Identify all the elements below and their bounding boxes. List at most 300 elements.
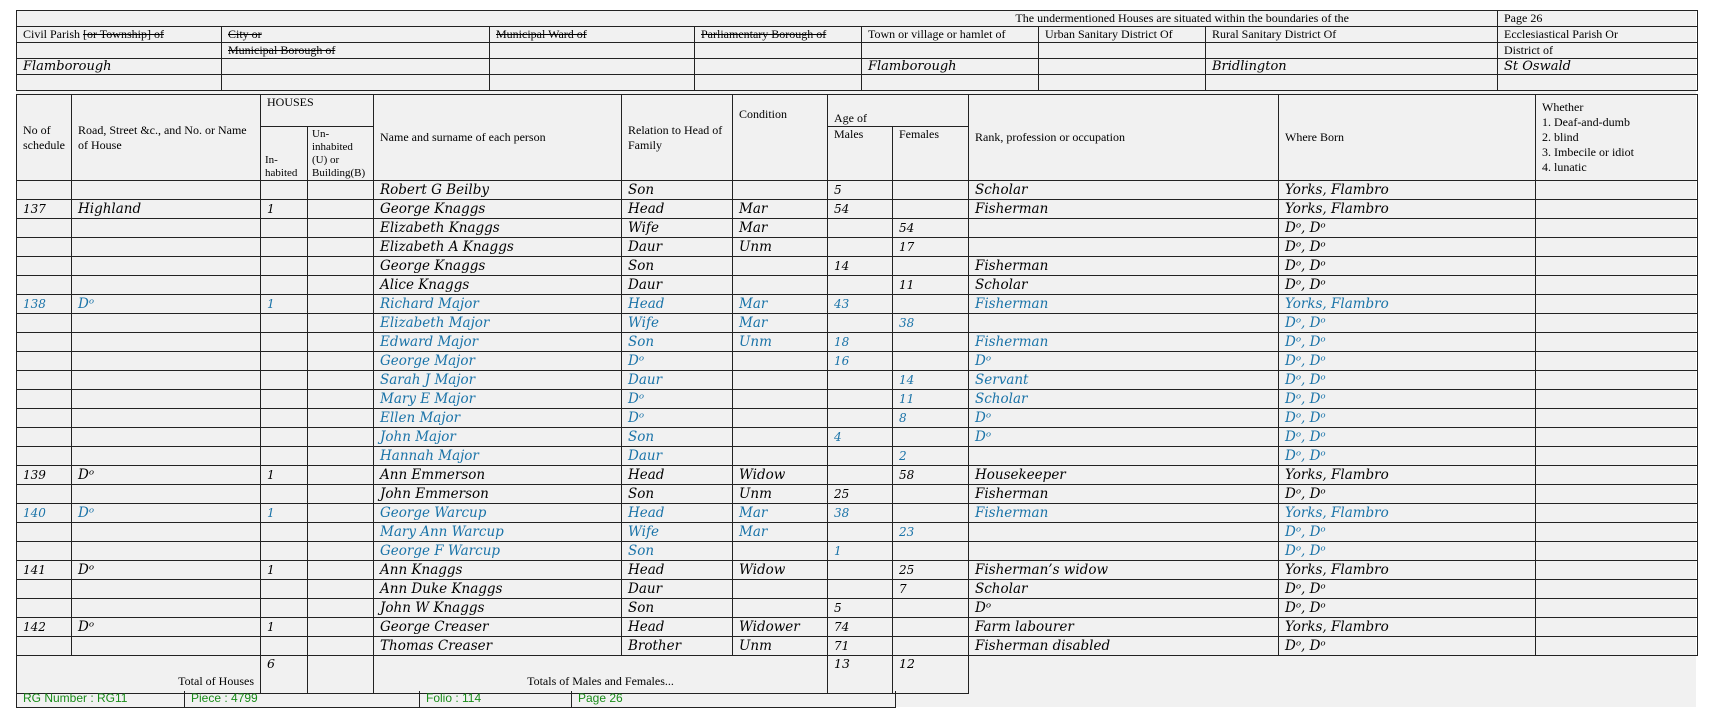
cell-disability xyxy=(1536,276,1698,295)
total-houses-value: 6 xyxy=(261,656,308,694)
table-row xyxy=(17,466,1698,485)
cell-condition xyxy=(733,447,828,466)
cell-females: 58 xyxy=(893,466,969,485)
cell-inhabited: 1 xyxy=(261,200,308,219)
cell-occupation: Fisherman disabled xyxy=(969,637,1279,656)
rural-district-value: Bridlington xyxy=(1206,59,1498,75)
cell-occupation: Scholar xyxy=(969,390,1279,409)
city-label: City or xyxy=(222,27,490,43)
cell-name: Mary E Major xyxy=(374,390,622,409)
cell-disability xyxy=(1536,200,1698,219)
cell-condition xyxy=(733,580,828,599)
cell-condition xyxy=(733,257,828,276)
table-row xyxy=(17,295,1698,314)
cell-relation: Son xyxy=(622,181,733,200)
cell-condition: Mar xyxy=(733,200,828,219)
cell-where-born: Dᵒ, Dᵒ xyxy=(1279,238,1536,257)
cell-road xyxy=(72,542,261,561)
cell-schedule xyxy=(17,599,72,618)
cell-disability xyxy=(1536,409,1698,428)
cell-inhabited xyxy=(261,409,308,428)
cell-males: 43 xyxy=(828,295,893,314)
cell-inhabited xyxy=(261,542,308,561)
cell-where-born: Dᵒ, Dᵒ xyxy=(1279,371,1536,390)
cell-name: Ann Emmerson xyxy=(374,466,622,485)
cell-females xyxy=(893,428,969,447)
cell-inhabited xyxy=(261,314,308,333)
cell-males: 71 xyxy=(828,637,893,656)
table-row xyxy=(17,257,1698,276)
cell-females xyxy=(893,637,969,656)
cell-road xyxy=(72,371,261,390)
table-row xyxy=(17,219,1698,238)
cell-name: Richard Major xyxy=(374,295,622,314)
cell-occupation: Fisherman xyxy=(969,333,1279,352)
col-relation: Relation to Head of Family xyxy=(622,95,733,181)
cell-schedule: 142 xyxy=(17,618,72,637)
table-row xyxy=(17,523,1698,542)
col-males: Males xyxy=(828,127,893,181)
cell-uninhabited xyxy=(308,181,374,200)
cell-name: Hannah Major xyxy=(374,447,622,466)
cell-uninhabited xyxy=(308,276,374,295)
cell-disability xyxy=(1536,599,1698,618)
cell-males xyxy=(828,561,893,580)
cell-females xyxy=(893,352,969,371)
cell-males: 5 xyxy=(828,181,893,200)
cell-road xyxy=(72,409,261,428)
cell-inhabited: 1 xyxy=(261,504,308,523)
cell-uninhabited xyxy=(308,428,374,447)
urban-district-label: Urban Sanitary District Of xyxy=(1039,27,1206,43)
cell-schedule xyxy=(17,219,72,238)
cell-road: Dᵒ xyxy=(72,504,261,523)
ecclesiastical-value: St Oswald xyxy=(1498,59,1698,75)
cell-occupation: Dᵒ xyxy=(969,409,1279,428)
cell-disability xyxy=(1536,447,1698,466)
cell-name: Robert G Beilby xyxy=(374,181,622,200)
cell-disability xyxy=(1536,333,1698,352)
cell-uninhabited xyxy=(308,200,374,219)
cell-occupation: Fisherman xyxy=(969,257,1279,276)
cell-name: George Major xyxy=(374,352,622,371)
cell-where-born: Dᵒ, Dᵒ xyxy=(1279,599,1536,618)
cell-inhabited xyxy=(261,599,308,618)
cell-males: 25 xyxy=(828,485,893,504)
cell-name: John Emmerson xyxy=(374,485,622,504)
cell-females xyxy=(893,257,969,276)
cell-uninhabited xyxy=(308,409,374,428)
cell-condition xyxy=(733,428,828,447)
col-occupation: Rank, profession or occupation xyxy=(969,95,1279,181)
cell-relation: Head xyxy=(622,561,733,580)
cell-road xyxy=(72,580,261,599)
cell-road xyxy=(72,485,261,504)
cell-uninhabited xyxy=(308,561,374,580)
cell-relation: Daur xyxy=(622,276,733,295)
cell-schedule: 141 xyxy=(17,561,72,580)
cell-schedule: 140 xyxy=(17,504,72,523)
table-row xyxy=(17,580,1698,599)
cell-uninhabited xyxy=(308,390,374,409)
col-condition: Condition xyxy=(733,95,828,181)
cell-relation: Daur xyxy=(622,580,733,599)
table-row xyxy=(17,181,1698,200)
cell-road xyxy=(72,181,261,200)
table-row xyxy=(17,599,1698,618)
cell-disability xyxy=(1536,523,1698,542)
cell-uninhabited xyxy=(308,523,374,542)
totals-persons-label: Totals of Males and Females... xyxy=(374,656,828,694)
cell-disability xyxy=(1536,504,1698,523)
table-row xyxy=(17,504,1698,523)
cell-females: 8 xyxy=(893,409,969,428)
cell-occupation xyxy=(969,219,1279,238)
cell-road xyxy=(72,257,261,276)
cell-name: Elizabeth Knaggs xyxy=(374,219,622,238)
cell-name: George Creaser xyxy=(374,618,622,637)
cell-where-born: Yorks, Flambro xyxy=(1279,561,1536,580)
cell-uninhabited xyxy=(308,257,374,276)
cell-males: 5 xyxy=(828,599,893,618)
page-number: Page 26 xyxy=(578,691,623,705)
cell-condition: Mar xyxy=(733,504,828,523)
cell-road xyxy=(72,276,261,295)
cell-condition xyxy=(733,409,828,428)
cell-uninhabited xyxy=(308,637,374,656)
cell-relation: Wife xyxy=(622,523,733,542)
cell-uninhabited xyxy=(308,485,374,504)
cell-relation: Daur xyxy=(622,447,733,466)
cell-where-born: Yorks, Flambro xyxy=(1279,466,1536,485)
cell-where-born: Dᵒ, Dᵒ xyxy=(1279,390,1536,409)
cell-females: 17 xyxy=(893,238,969,257)
cell-disability xyxy=(1536,580,1698,599)
cell-occupation: Scholar xyxy=(969,276,1279,295)
cell-uninhabited xyxy=(308,352,374,371)
cell-males xyxy=(828,447,893,466)
cell-condition: Widow xyxy=(733,561,828,580)
cell-road xyxy=(72,599,261,618)
total-females: 12 xyxy=(893,656,969,694)
cell-females: 7 xyxy=(893,580,969,599)
cell-schedule xyxy=(17,637,72,656)
cell-relation: Dᵒ xyxy=(622,352,733,371)
cell-condition xyxy=(733,276,828,295)
col-females: Females xyxy=(893,127,969,181)
total-houses-label: Total of Houses xyxy=(17,656,261,694)
cell-schedule xyxy=(17,409,72,428)
cell-name: John Major xyxy=(374,428,622,447)
cell-condition xyxy=(733,352,828,371)
cell-disability xyxy=(1536,257,1698,276)
cell-occupation: Dᵒ xyxy=(969,428,1279,447)
cell-relation: Son xyxy=(622,485,733,504)
cell-schedule xyxy=(17,238,72,257)
cell-schedule xyxy=(17,580,72,599)
cell-schedule: 138 xyxy=(17,295,72,314)
cell-where-born: Dᵒ, Dᵒ xyxy=(1279,276,1536,295)
cell-relation: Brother xyxy=(622,637,733,656)
cell-relation: Dᵒ xyxy=(622,390,733,409)
cell-where-born: Yorks, Flambro xyxy=(1279,618,1536,637)
cell-disability xyxy=(1536,485,1698,504)
cell-condition xyxy=(733,542,828,561)
cell-disability xyxy=(1536,371,1698,390)
cell-males xyxy=(828,219,893,238)
col-schedule: No of schedule xyxy=(17,95,72,181)
cell-road xyxy=(72,314,261,333)
cell-condition xyxy=(733,371,828,390)
cell-name: George F Warcup xyxy=(374,542,622,561)
col-uninhabited: Un-inhabited (U) or Building(B) xyxy=(308,127,374,181)
cell-where-born: Dᵒ, Dᵒ xyxy=(1279,447,1536,466)
cell-where-born: Dᵒ, Dᵒ xyxy=(1279,257,1536,276)
cell-where-born: Dᵒ, Dᵒ xyxy=(1279,352,1536,371)
cell-condition: Widow xyxy=(733,466,828,485)
table-row xyxy=(17,561,1698,580)
cell-disability xyxy=(1536,561,1698,580)
cell-disability xyxy=(1536,314,1698,333)
cell-where-born: Dᵒ, Dᵒ xyxy=(1279,219,1536,238)
cell-uninhabited xyxy=(308,333,374,352)
cell-disability xyxy=(1536,466,1698,485)
cell-relation: Head xyxy=(622,295,733,314)
table-row xyxy=(17,485,1698,504)
cell-males xyxy=(828,409,893,428)
cell-schedule xyxy=(17,181,72,200)
table-row xyxy=(17,409,1698,428)
cell-where-born: Dᵒ, Dᵒ xyxy=(1279,542,1536,561)
cell-males: 4 xyxy=(828,428,893,447)
table-row xyxy=(17,200,1698,219)
cell-males: 1 xyxy=(828,542,893,561)
cell-disability xyxy=(1536,181,1698,200)
cell-disability xyxy=(1536,352,1698,371)
cell-occupation: Farm labourer xyxy=(969,618,1279,637)
cell-females: 38 xyxy=(893,314,969,333)
cell-name: Elizabeth Major xyxy=(374,314,622,333)
table-row xyxy=(17,314,1698,333)
cell-relation: Dᵒ xyxy=(622,409,733,428)
cell-females xyxy=(893,618,969,637)
total-males: 13 xyxy=(828,656,893,694)
cell-inhabited: 1 xyxy=(261,561,308,580)
cell-name: Edward Major xyxy=(374,333,622,352)
cell-condition: Mar xyxy=(733,314,828,333)
cell-inhabited xyxy=(261,257,308,276)
cell-name: Ellen Major xyxy=(374,409,622,428)
cell-road xyxy=(72,447,261,466)
cell-schedule xyxy=(17,314,72,333)
cell-where-born: Dᵒ, Dᵒ xyxy=(1279,428,1536,447)
cell-inhabited xyxy=(261,181,308,200)
cell-name: Sarah J Major xyxy=(374,371,622,390)
cell-inhabited xyxy=(261,447,308,466)
cell-males: 18 xyxy=(828,333,893,352)
table-row xyxy=(17,276,1698,295)
table-row xyxy=(17,352,1698,371)
cell-schedule xyxy=(17,257,72,276)
cell-where-born: Dᵒ, Dᵒ xyxy=(1279,523,1536,542)
col-where-born: Where Born xyxy=(1279,95,1536,181)
cell-uninhabited xyxy=(308,599,374,618)
cell-relation: Head xyxy=(622,618,733,637)
cell-occupation xyxy=(969,542,1279,561)
cell-condition: Widower xyxy=(733,618,828,637)
cell-males: 16 xyxy=(828,352,893,371)
cell-road xyxy=(72,352,261,371)
cell-schedule xyxy=(17,371,72,390)
cell-where-born: Dᵒ, Dᵒ xyxy=(1279,409,1536,428)
cell-road xyxy=(72,523,261,542)
cell-inhabited xyxy=(261,238,308,257)
cell-relation: Wife xyxy=(622,219,733,238)
town-value: Flamborough xyxy=(862,59,1039,75)
cell-inhabited xyxy=(261,219,308,238)
cell-females: 54 xyxy=(893,219,969,238)
cell-occupation: Dᵒ xyxy=(969,352,1279,371)
cell-disability xyxy=(1536,219,1698,238)
cell-occupation: Fisherman xyxy=(969,485,1279,504)
boundaries-text: The undermentioned Houses are situated within the boundaries of the xyxy=(17,11,1498,27)
table-row xyxy=(17,447,1698,466)
table-row xyxy=(17,542,1698,561)
cell-where-born: Dᵒ, Dᵒ xyxy=(1279,580,1536,599)
cell-where-born: Dᵒ, Dᵒ xyxy=(1279,333,1536,352)
cell-occupation: Scholar xyxy=(969,181,1279,200)
cell-uninhabited xyxy=(308,447,374,466)
cell-relation: Son xyxy=(622,257,733,276)
census-rows xyxy=(17,181,1698,656)
cell-occupation: Fisherman xyxy=(969,504,1279,523)
census-sheet xyxy=(16,10,1696,707)
cell-occupation: Fisherman xyxy=(969,295,1279,314)
cell-schedule xyxy=(17,352,72,371)
cell-relation: Son xyxy=(622,599,733,618)
cell-males xyxy=(828,276,893,295)
cell-condition: Unm xyxy=(733,238,828,257)
cell-disability xyxy=(1536,428,1698,447)
cell-inhabited xyxy=(261,523,308,542)
cell-relation: Wife xyxy=(622,314,733,333)
cell-males: 74 xyxy=(828,618,893,637)
cell-uninhabited xyxy=(308,466,374,485)
cell-where-born: Dᵒ, Dᵒ xyxy=(1279,485,1536,504)
rural-district-label: Rural Sanitary District Of xyxy=(1206,27,1498,43)
district-of-label: District of xyxy=(1498,43,1698,59)
cell-females: 14 xyxy=(893,371,969,390)
cell-females xyxy=(893,485,969,504)
cell-relation: Son xyxy=(622,333,733,352)
cell-name: Alice Knaggs xyxy=(374,276,622,295)
cell-road: Highland xyxy=(72,200,261,219)
cell-road xyxy=(72,428,261,447)
cell-occupation xyxy=(969,238,1279,257)
cell-condition xyxy=(733,599,828,618)
cell-occupation: Servant xyxy=(969,371,1279,390)
municipal-ward-label: Municipal Ward of xyxy=(490,27,695,43)
cell-males xyxy=(828,314,893,333)
parliamentary-borough-label: Parliamentary Borough of xyxy=(695,27,862,43)
cell-disability xyxy=(1536,390,1698,409)
cell-inhabited xyxy=(261,390,308,409)
cell-uninhabited xyxy=(308,618,374,637)
cell-males xyxy=(828,466,893,485)
table-row xyxy=(17,618,1698,637)
cell-disability xyxy=(1536,238,1698,257)
cell-road: Dᵒ xyxy=(72,295,261,314)
piece-number: Piece : 4799 xyxy=(185,691,420,707)
col-disability: Whether 1. Deaf-and-dumb 2. blind 3. Imbecile or idiot 4. lunatic xyxy=(1536,95,1698,181)
cell-inhabited xyxy=(261,637,308,656)
cell-uninhabited xyxy=(308,295,374,314)
table-row xyxy=(17,238,1698,257)
household-table xyxy=(16,94,1698,694)
cell-disability xyxy=(1536,637,1698,656)
cell-occupation xyxy=(969,523,1279,542)
cell-road: Dᵒ xyxy=(72,618,261,637)
cell-males xyxy=(828,523,893,542)
col-road: Road, Street &c., and No. or Name of House xyxy=(72,95,261,181)
ecclesiastical-label: Ecclesiastical Parish Or xyxy=(1498,27,1698,43)
cell-inhabited xyxy=(261,276,308,295)
table-row xyxy=(17,371,1698,390)
col-age-of: Age of xyxy=(828,95,969,127)
cell-uninhabited xyxy=(308,371,374,390)
cell-relation: Daur xyxy=(622,238,733,257)
cell-relation: Daur xyxy=(622,371,733,390)
cell-schedule xyxy=(17,428,72,447)
cell-inhabited: 1 xyxy=(261,466,308,485)
cell-schedule xyxy=(17,447,72,466)
cell-road xyxy=(72,219,261,238)
cell-occupation: Fisherman’s widow xyxy=(969,561,1279,580)
cell-schedule xyxy=(17,390,72,409)
cell-schedule xyxy=(17,542,72,561)
cell-condition: Mar xyxy=(733,523,828,542)
reference-bar xyxy=(16,691,896,708)
cell-uninhabited xyxy=(308,314,374,333)
cell-schedule: 139 xyxy=(17,466,72,485)
cell-females xyxy=(893,504,969,523)
page-label: Page 26 xyxy=(1498,11,1698,27)
boundaries-header xyxy=(16,10,1698,91)
cell-schedule xyxy=(17,523,72,542)
cell-schedule xyxy=(17,485,72,504)
col-inhabited: In-habited xyxy=(261,127,308,181)
cell-inhabited xyxy=(261,371,308,390)
cell-condition xyxy=(733,181,828,200)
cell-females xyxy=(893,295,969,314)
cell-road xyxy=(72,333,261,352)
cell-occupation: Housekeeper xyxy=(969,466,1279,485)
cell-where-born: Dᵒ, Dᵒ xyxy=(1279,314,1536,333)
cell-schedule xyxy=(17,333,72,352)
cell-inhabited xyxy=(261,485,308,504)
cell-where-born: Yorks, Flambro xyxy=(1279,295,1536,314)
cell-condition: Unm xyxy=(733,637,828,656)
cell-occupation: Scholar xyxy=(969,580,1279,599)
cell-relation: Head xyxy=(622,466,733,485)
cell-inhabited xyxy=(261,580,308,599)
cell-uninhabited xyxy=(308,542,374,561)
cell-schedule: 137 xyxy=(17,200,72,219)
cell-condition: Unm xyxy=(733,333,828,352)
cell-inhabited xyxy=(261,352,308,371)
rg-number: RG Number : RG11 xyxy=(17,691,185,707)
cell-disability xyxy=(1536,295,1698,314)
